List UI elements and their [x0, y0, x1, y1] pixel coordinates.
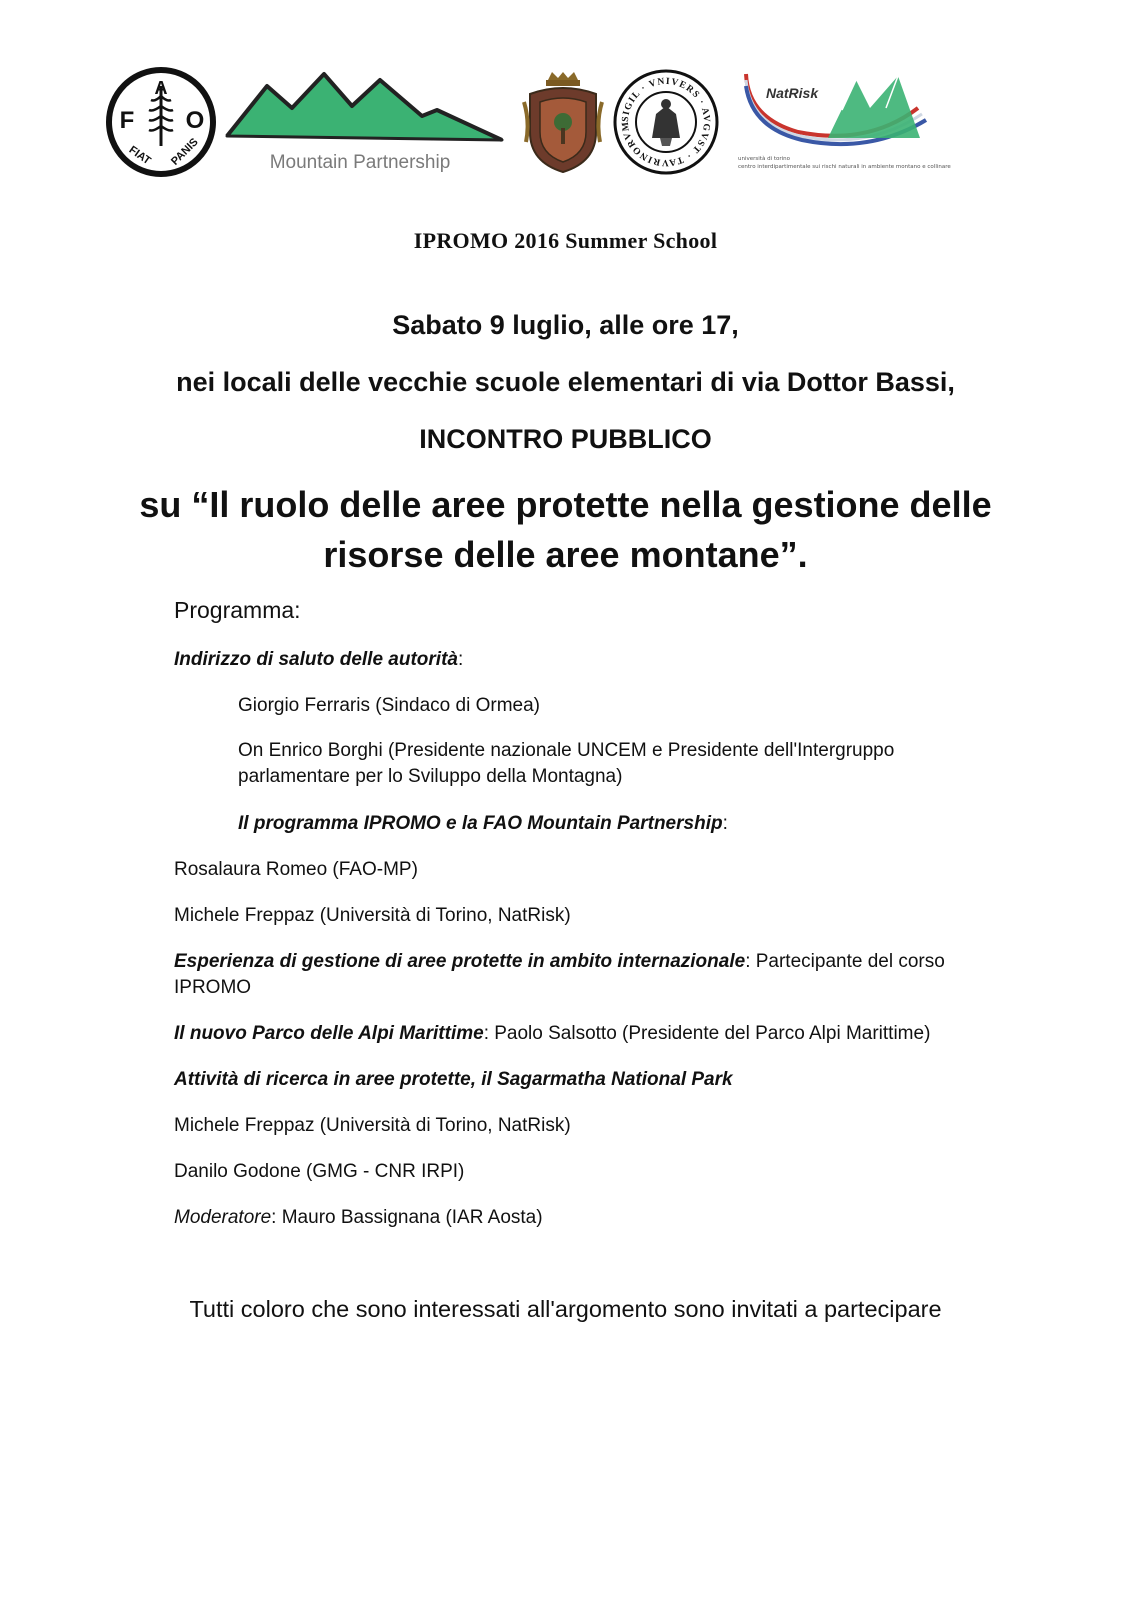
- experience-line2: IPROMO: [174, 977, 252, 998]
- experience-rest: : Partecipante del corso: [745, 951, 945, 972]
- greetings-line: [174, 647, 463, 673]
- greetings-colon: :: [457, 649, 464, 670]
- programme-heading: Programma:: [174, 597, 301, 623]
- speaker-freppaz-1: Michele Freppaz (Università di Torino, NatRisk): [174, 905, 571, 926]
- event-title-line1: su “Il ruolo delle aree protette nella gestione delle: [139, 484, 992, 525]
- speaker-borghi: [238, 738, 894, 790]
- event-title-line2: risorse delle aree montane”.: [323, 534, 808, 575]
- fao-motto-fiat: FIAT: [126, 143, 153, 168]
- university-seal-icon: [612, 68, 720, 176]
- natrisk-logo: [738, 68, 953, 174]
- natrisk-sub2: centro interdipartimentale sui rischi naturali in ambiente montano e collinare: [738, 164, 951, 170]
- event-type-line: INCONTRO PUBBLICO: [419, 424, 712, 454]
- fao-motto-panis: PANIS: [169, 136, 201, 168]
- closing-invitation: Tutti coloro che sono interessati all'argomento sono invitati a partecipare: [189, 1296, 942, 1322]
- fao-letter-f: F: [119, 107, 135, 134]
- ipromo-label: Il programma IPROMO e la FAO Mountain Partnership: [238, 813, 723, 834]
- fao-letter-o: O: [185, 107, 205, 134]
- speaker-borghi-line1: On Enrico Borghi (Presidente nazionale UNCEM e Presidente dell'Intergruppo: [238, 740, 895, 761]
- ipromo-line: [238, 811, 728, 837]
- park-item: [174, 1021, 930, 1047]
- greetings-label: Indirizzo di saluto delle autorità: [174, 649, 458, 670]
- event-title: [60, 480, 1071, 580]
- speaker-romeo: Rosalaura Romeo (FAO-MP): [174, 859, 418, 880]
- fao-logo: [105, 66, 217, 178]
- experience-item: [174, 949, 1024, 1001]
- moderator-item: [174, 1205, 543, 1231]
- event-date-line: Sabato 9 luglio, alle ore 17,: [392, 310, 739, 340]
- speaker-borghi-line2: parlamentare per lo Sviluppo della Montagna): [238, 766, 623, 787]
- park-rest: : Paolo Salsotto (Presidente del Parco Alpi Marittime): [483, 1023, 931, 1044]
- fao-letter-a: A: [154, 78, 168, 98]
- municipality-crest-icon: [522, 72, 604, 176]
- ipromo-colon: :: [722, 813, 728, 834]
- research-label: Attività di ricerca in aree protette, il Sagarmatha National Park: [174, 1069, 733, 1090]
- mountain-partnership-logo: [222, 66, 512, 178]
- moderator-label: Moderatore: [174, 1207, 272, 1228]
- speaker-ferraris: Giorgio Ferraris (Sindaco di Ormea): [238, 695, 540, 716]
- event-place-line: nei locali delle vecchie scuole elementari di via Dottor Bassi,: [176, 367, 955, 397]
- university-seal-ring-text: SIGIL · VNIVERS · AVGVST · TAVRINORVM: [620, 76, 712, 168]
- natrisk-label: NatRisk: [766, 85, 819, 101]
- summer-school-title: IPROMO 2016 Summer School: [413, 228, 718, 253]
- park-label: Il nuovo Parco delle Alpi Marittime: [174, 1023, 484, 1044]
- mountain-partnership-label: Mountain Partnership: [269, 152, 451, 173]
- moderator-rest: : Mauro Bassignana (IAR Aosta): [271, 1207, 543, 1228]
- speaker-freppaz-2: Michele Freppaz (Università di Torino, NatRisk): [174, 1115, 571, 1136]
- speaker-godone: Danilo Godone (GMG - CNR IRPI): [174, 1161, 465, 1182]
- natrisk-sub1: università di torino: [738, 156, 790, 162]
- experience-label: Esperienza di gestione di aree protette in ambito internazionale: [174, 951, 746, 972]
